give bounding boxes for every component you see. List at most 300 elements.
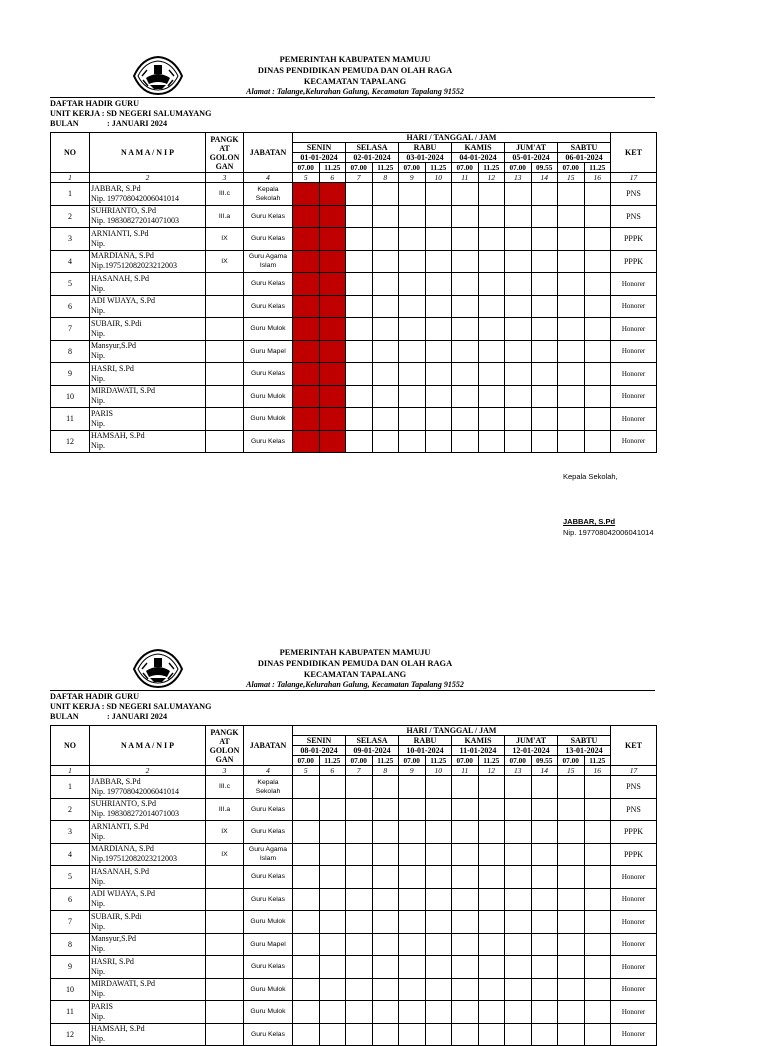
attendance-cell[interactable] (531, 363, 558, 386)
attendance-cell[interactable] (478, 183, 505, 206)
jam-pulang: 11.25 (319, 163, 346, 173)
attendance-cell[interactable] (505, 821, 532, 844)
attendance-cell[interactable] (531, 273, 558, 296)
attendance-cell[interactable] (558, 978, 585, 1001)
attendance-cell[interactable] (531, 933, 558, 956)
attendance-cell[interactable] (346, 866, 373, 889)
attendance-cell[interactable] (584, 385, 611, 408)
attendance-cell[interactable] (293, 1023, 320, 1046)
attendance-cell[interactable] (319, 363, 346, 386)
attendance-cell[interactable] (425, 866, 452, 889)
attendance-cell[interactable] (425, 978, 452, 1001)
attendance-cell[interactable] (293, 340, 320, 363)
attendance-cell[interactable] (452, 295, 479, 318)
attendance-cell[interactable] (505, 888, 532, 911)
attendance-cell[interactable] (319, 776, 346, 799)
attendance-cell[interactable] (505, 385, 532, 408)
attendance-cell[interactable] (558, 866, 585, 889)
attendance-cell[interactable] (452, 250, 479, 273)
attendance-cell[interactable] (372, 978, 399, 1001)
attendance-cell[interactable] (505, 911, 532, 934)
attendance-cell[interactable] (531, 956, 558, 979)
attendance-cell[interactable] (425, 408, 452, 431)
attendance-cell[interactable] (293, 911, 320, 934)
attendance-cell[interactable] (584, 798, 611, 821)
attendance-cell[interactable] (319, 843, 346, 866)
attendance-cell[interactable] (478, 1023, 505, 1046)
attendance-cell[interactable] (346, 776, 373, 799)
attendance-cell[interactable] (319, 183, 346, 206)
attendance-cell[interactable] (399, 843, 426, 866)
attendance-cell[interactable] (478, 408, 505, 431)
attendance-cell[interactable] (505, 228, 532, 251)
attendance-cell[interactable] (293, 228, 320, 251)
attendance-cell[interactable] (293, 183, 320, 206)
attendance-cell[interactable] (399, 933, 426, 956)
attendance-cell[interactable] (584, 273, 611, 296)
attendance-cell[interactable] (452, 978, 479, 1001)
month-key: BULAN (50, 119, 79, 128)
jabatan: Guru Agama Islam (244, 250, 293, 273)
attendance-cell[interactable] (505, 318, 532, 341)
attendance-cell[interactable] (478, 911, 505, 934)
attendance-cell[interactable] (584, 250, 611, 273)
attendance-cell[interactable] (558, 408, 585, 431)
attendance-cell[interactable] (478, 228, 505, 251)
attendance-cell[interactable] (558, 228, 585, 251)
attendance-cell[interactable] (293, 888, 320, 911)
golongan: IX (206, 228, 244, 251)
attendance-cell[interactable] (478, 933, 505, 956)
attendance-cell[interactable] (399, 363, 426, 386)
attendance-cell[interactable] (319, 408, 346, 431)
attendance-cell[interactable] (293, 956, 320, 979)
attendance-cell[interactable] (452, 340, 479, 363)
attendance-cell[interactable] (505, 956, 532, 979)
attendance-cell[interactable] (505, 978, 532, 1001)
attendance-cell[interactable] (293, 250, 320, 273)
attendance-cell[interactable] (478, 205, 505, 228)
attendance-cell[interactable] (452, 1023, 479, 1046)
attendance-cell[interactable] (584, 888, 611, 911)
attendance-cell[interactable] (531, 408, 558, 431)
attendance-cell[interactable] (293, 866, 320, 889)
attendance-cell[interactable] (505, 295, 532, 318)
attendance-cell[interactable] (372, 888, 399, 911)
attendance-cell[interactable] (346, 888, 373, 911)
attendance-cell[interactable] (531, 295, 558, 318)
attendance-cell[interactable] (584, 363, 611, 386)
attendance-cell[interactable] (293, 295, 320, 318)
attendance-cell[interactable] (425, 430, 452, 453)
attendance-cell[interactable] (293, 798, 320, 821)
attendance-cell[interactable] (505, 933, 532, 956)
attendance-cell[interactable] (372, 821, 399, 844)
attendance-cell[interactable] (425, 911, 452, 934)
attendance-cell[interactable] (558, 956, 585, 979)
attendance-cell[interactable] (531, 776, 558, 799)
attendance-cell[interactable] (399, 866, 426, 889)
attendance-cell[interactable] (399, 888, 426, 911)
attendance-cell[interactable] (584, 430, 611, 453)
attendance-cell[interactable] (293, 430, 320, 453)
attendance-cell[interactable] (452, 205, 479, 228)
attendance-cell[interactable] (425, 250, 452, 273)
attendance-cell[interactable] (399, 273, 426, 296)
attendance-cell[interactable] (505, 183, 532, 206)
attendance-cell[interactable] (531, 821, 558, 844)
attendance-cell[interactable] (584, 821, 611, 844)
attendance-cell[interactable] (452, 183, 479, 206)
attendance-cell[interactable] (531, 888, 558, 911)
attendance-cell[interactable] (346, 385, 373, 408)
attendance-cell[interactable] (399, 408, 426, 431)
attendance-cell[interactable] (531, 1001, 558, 1024)
attendance-cell[interactable] (478, 385, 505, 408)
attendance-cell[interactable] (584, 843, 611, 866)
attendance-cell[interactable] (478, 866, 505, 889)
attendance-cell[interactable] (346, 956, 373, 979)
attendance-cell[interactable] (452, 228, 479, 251)
attendance-cell[interactable] (399, 821, 426, 844)
attendance-cell[interactable] (399, 956, 426, 979)
attendance-cell[interactable] (531, 911, 558, 934)
attendance-cell[interactable] (293, 933, 320, 956)
attendance-cell[interactable] (346, 933, 373, 956)
attendance-cell[interactable] (319, 956, 346, 979)
attendance-cell[interactable] (346, 183, 373, 206)
attendance-cell[interactable] (558, 843, 585, 866)
attendance-cell[interactable] (425, 183, 452, 206)
attendance-cell[interactable] (584, 933, 611, 956)
attendance-cell[interactable] (531, 798, 558, 821)
attendance-cell[interactable] (584, 183, 611, 206)
attendance-cell[interactable] (346, 340, 373, 363)
attendance-cell[interactable] (558, 295, 585, 318)
attendance-cell[interactable] (452, 1001, 479, 1024)
attendance-cell[interactable] (372, 843, 399, 866)
attendance-cell[interactable] (372, 363, 399, 386)
attendance-cell[interactable] (399, 430, 426, 453)
attendance-cell[interactable] (372, 408, 399, 431)
attendance-cell[interactable] (505, 1023, 532, 1046)
attendance-cell[interactable] (346, 295, 373, 318)
attendance-cell[interactable] (319, 911, 346, 934)
attendance-cell[interactable] (452, 911, 479, 934)
attendance-cell[interactable] (558, 183, 585, 206)
attendance-cell[interactable] (346, 843, 373, 866)
attendance-cell[interactable] (531, 340, 558, 363)
attendance-cell[interactable] (399, 250, 426, 273)
attendance-cell[interactable] (346, 1023, 373, 1046)
attendance-cell[interactable] (319, 295, 346, 318)
attendance-cell[interactable] (372, 205, 399, 228)
attendance-cell[interactable] (425, 888, 452, 911)
attendance-cell[interactable] (452, 821, 479, 844)
attendance-cell[interactable] (346, 228, 373, 251)
attendance-cell[interactable] (452, 798, 479, 821)
attendance-cell[interactable] (399, 385, 426, 408)
attendance-cell[interactable] (319, 1023, 346, 1046)
attendance-cell[interactable] (372, 911, 399, 934)
attendance-cell[interactable] (584, 1023, 611, 1046)
attendance-cell[interactable] (372, 1001, 399, 1024)
attendance-cell[interactable] (372, 385, 399, 408)
attendance-cell[interactable] (584, 205, 611, 228)
attendance-cell[interactable] (293, 318, 320, 341)
attendance-cell[interactable] (319, 228, 346, 251)
jam-masuk: 07.00 (346, 756, 373, 766)
attendance-cell[interactable] (346, 821, 373, 844)
attendance-cell[interactable] (319, 933, 346, 956)
attendance-cell[interactable] (372, 776, 399, 799)
attendance-cell[interactable] (531, 978, 558, 1001)
attendance-cell[interactable] (425, 798, 452, 821)
attendance-cell[interactable] (319, 205, 346, 228)
attendance-cell[interactable] (372, 250, 399, 273)
attendance-cell[interactable] (478, 776, 505, 799)
attendance-cell[interactable] (584, 911, 611, 934)
attendance-cell[interactable] (319, 340, 346, 363)
column-index: 5 (293, 766, 320, 776)
attendance-cell[interactable] (478, 978, 505, 1001)
attendance-cell[interactable] (293, 1001, 320, 1024)
attendance-cell[interactable] (399, 183, 426, 206)
attendance-cell[interactable] (558, 933, 585, 956)
attendance-cell[interactable] (584, 866, 611, 889)
attendance-cell[interactable] (452, 408, 479, 431)
attendance-cell[interactable] (346, 911, 373, 934)
attendance-cell[interactable] (558, 911, 585, 934)
attendance-cell[interactable] (452, 776, 479, 799)
attendance-cell[interactable] (372, 866, 399, 889)
attendance-cell[interactable] (293, 978, 320, 1001)
attendance-cell[interactable] (319, 430, 346, 453)
attendance-cell[interactable] (399, 911, 426, 934)
attendance-cell[interactable] (319, 250, 346, 273)
attendance-cell[interactable] (452, 933, 479, 956)
attendance-cell[interactable] (399, 318, 426, 341)
attendance-cell[interactable] (425, 340, 452, 363)
attendance-cell[interactable] (478, 340, 505, 363)
attendance-cell[interactable] (531, 843, 558, 866)
attendance-cell[interactable] (372, 295, 399, 318)
attendance-cell[interactable] (399, 1023, 426, 1046)
attendance-cell[interactable] (425, 933, 452, 956)
attendance-cell[interactable] (531, 430, 558, 453)
attendance-cell[interactable] (346, 273, 373, 296)
attendance-cell[interactable] (346, 408, 373, 431)
attendance-cell[interactable] (558, 205, 585, 228)
attendance-cell[interactable] (478, 798, 505, 821)
attendance-cell[interactable] (505, 798, 532, 821)
attendance-cell[interactable] (399, 340, 426, 363)
attendance-cell[interactable] (399, 205, 426, 228)
attendance-cell[interactable] (478, 843, 505, 866)
attendance-cell[interactable] (346, 430, 373, 453)
attendance-cell[interactable] (584, 408, 611, 431)
attendance-cell[interactable] (372, 798, 399, 821)
attendance-cell[interactable] (558, 385, 585, 408)
attendance-cell[interactable] (425, 1023, 452, 1046)
nama-nip (90, 776, 206, 799)
attendance-cell[interactable] (558, 273, 585, 296)
attendance-cell[interactable] (584, 956, 611, 979)
attendance-cell[interactable] (399, 1001, 426, 1024)
attendance-cell[interactable] (584, 318, 611, 341)
attendance-cell[interactable] (531, 385, 558, 408)
attendance-cell[interactable] (346, 1001, 373, 1024)
attendance-cell[interactable] (452, 888, 479, 911)
attendance-cell[interactable] (425, 385, 452, 408)
attendance-cell[interactable] (478, 295, 505, 318)
attendance-cell[interactable] (531, 183, 558, 206)
attendance-cell[interactable] (558, 430, 585, 453)
attendance-cell[interactable] (372, 340, 399, 363)
attendance-cell[interactable] (558, 776, 585, 799)
attendance-cell[interactable] (452, 843, 479, 866)
attendance-cell[interactable] (425, 776, 452, 799)
ket: Honorer (611, 978, 657, 1001)
attendance-cell[interactable] (558, 318, 585, 341)
attendance-cell[interactable] (478, 318, 505, 341)
attendance-cell[interactable] (558, 821, 585, 844)
attendance-cell[interactable] (584, 295, 611, 318)
attendance-cell[interactable] (399, 228, 426, 251)
attendance-cell[interactable] (319, 888, 346, 911)
attendance-cell[interactable] (558, 363, 585, 386)
attendance-cell[interactable] (478, 363, 505, 386)
attendance-cell[interactable] (319, 385, 346, 408)
attendance-cell[interactable] (558, 888, 585, 911)
attendance-cell[interactable] (346, 318, 373, 341)
attendance-cell[interactable] (452, 866, 479, 889)
attendance-cell[interactable] (425, 228, 452, 251)
attendance-cell[interactable] (425, 205, 452, 228)
attendance-cell[interactable] (531, 1023, 558, 1046)
attendance-cell[interactable] (505, 205, 532, 228)
attendance-cell[interactable] (531, 228, 558, 251)
attendance-cell[interactable] (346, 250, 373, 273)
attendance-cell[interactable] (478, 1001, 505, 1024)
attendance-cell[interactable] (319, 866, 346, 889)
attendance-cell[interactable] (505, 843, 532, 866)
attendance-cell[interactable] (584, 340, 611, 363)
attendance-cell[interactable] (478, 250, 505, 273)
attendance-cell[interactable] (346, 798, 373, 821)
attendance-cell[interactable] (531, 866, 558, 889)
column-index: 8 (372, 766, 399, 776)
attendance-cell[interactable] (399, 295, 426, 318)
attendance-cell[interactable] (425, 318, 452, 341)
attendance-cell[interactable] (372, 273, 399, 296)
attendance-cell[interactable] (478, 273, 505, 296)
attendance-cell[interactable] (558, 250, 585, 273)
attendance-cell[interactable] (452, 385, 479, 408)
attendance-cell[interactable] (505, 866, 532, 889)
attendance-cell[interactable] (293, 843, 320, 866)
attendance-cell[interactable] (584, 228, 611, 251)
attendance-cell[interactable] (293, 205, 320, 228)
attendance-cell[interactable] (293, 821, 320, 844)
attendance-cell[interactable] (346, 205, 373, 228)
attendance-cell[interactable] (478, 888, 505, 911)
attendance-cell[interactable] (319, 798, 346, 821)
attendance-cell[interactable] (505, 408, 532, 431)
attendance-cell[interactable] (399, 798, 426, 821)
attendance-cell[interactable] (505, 273, 532, 296)
attendance-cell[interactable] (293, 408, 320, 431)
attendance-cell[interactable] (372, 430, 399, 453)
attendance-cell[interactable] (372, 1023, 399, 1046)
attendance-cell[interactable] (346, 363, 373, 386)
nama-nip (90, 1023, 206, 1046)
attendance-cell[interactable] (346, 978, 373, 1001)
attendance-cell[interactable] (505, 1001, 532, 1024)
attendance-cell[interactable] (531, 205, 558, 228)
attendance-cell[interactable] (558, 798, 585, 821)
attendance-cell[interactable] (319, 273, 346, 296)
attendance-cell[interactable] (319, 821, 346, 844)
attendance-cell[interactable] (425, 295, 452, 318)
attendance-cell[interactable] (452, 430, 479, 453)
attendance-cell[interactable] (558, 340, 585, 363)
attendance-cell[interactable] (584, 1001, 611, 1024)
attendance-cell[interactable] (558, 1023, 585, 1046)
attendance-cell[interactable] (425, 956, 452, 979)
attendance-cell[interactable] (505, 340, 532, 363)
attendance-cell[interactable] (452, 318, 479, 341)
attendance-cell[interactable] (293, 385, 320, 408)
attendance-cell[interactable] (319, 318, 346, 341)
attendance-cell[interactable] (399, 978, 426, 1001)
attendance-cell[interactable] (505, 250, 532, 273)
attendance-cell[interactable] (372, 933, 399, 956)
attendance-cell[interactable] (452, 273, 479, 296)
attendance-cell[interactable] (319, 1001, 346, 1024)
attendance-cell[interactable] (584, 978, 611, 1001)
attendance-cell[interactable] (558, 1001, 585, 1024)
attendance-cell[interactable] (293, 273, 320, 296)
attendance-cell[interactable] (452, 363, 479, 386)
attendance-cell[interactable] (531, 250, 558, 273)
attendance-cell[interactable] (505, 776, 532, 799)
attendance-cell[interactable] (425, 363, 452, 386)
attendance-cell[interactable] (372, 183, 399, 206)
attendance-cell[interactable] (372, 228, 399, 251)
attendance-cell[interactable] (505, 430, 532, 453)
attendance-cell[interactable] (425, 273, 452, 296)
attendance-cell[interactable] (478, 821, 505, 844)
attendance-cell[interactable] (505, 363, 532, 386)
attendance-cell[interactable] (531, 318, 558, 341)
attendance-cell[interactable] (293, 776, 320, 799)
attendance-cell[interactable] (425, 1001, 452, 1024)
attendance-cell[interactable] (399, 776, 426, 799)
attendance-cell[interactable] (372, 318, 399, 341)
table-row (51, 911, 657, 934)
attendance-cell[interactable] (425, 843, 452, 866)
attendance-cell[interactable] (319, 978, 346, 1001)
attendance-cell[interactable] (293, 363, 320, 386)
attendance-cell[interactable] (425, 821, 452, 844)
table-row (51, 273, 657, 296)
attendance-cell[interactable] (478, 430, 505, 453)
attendance-cell[interactable] (372, 956, 399, 979)
attendance-cell[interactable] (452, 956, 479, 979)
attendance-cell[interactable] (478, 956, 505, 979)
attendance-cell[interactable] (584, 776, 611, 799)
